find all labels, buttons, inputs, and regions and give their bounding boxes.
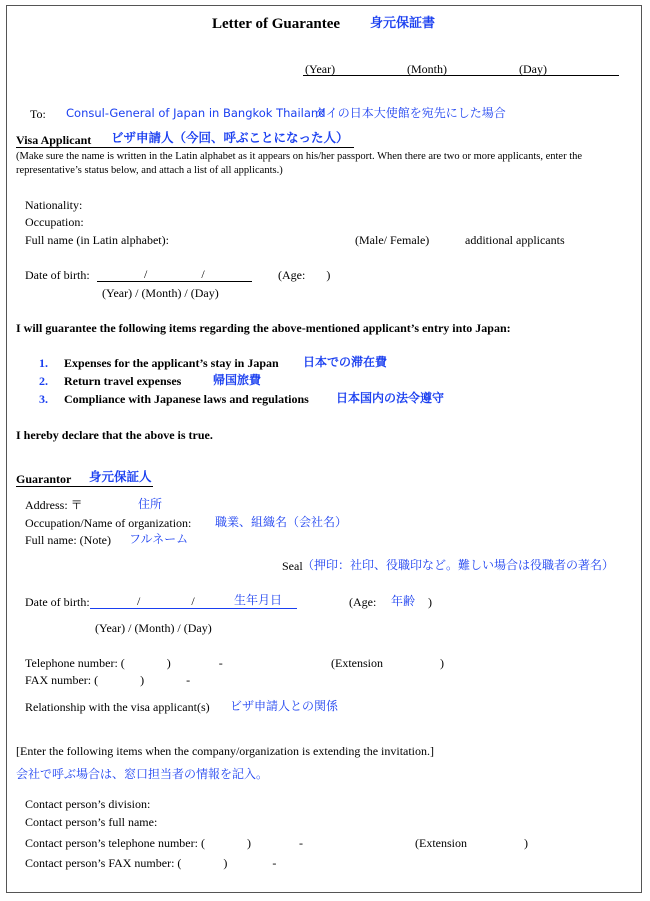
full-name-label: Full name (in Latin alphabet): xyxy=(25,233,169,247)
contact-extension: (Extension ) xyxy=(415,836,528,850)
item-1-jp: 日本での滞在費 xyxy=(303,355,388,369)
applicant-dob-underline xyxy=(97,281,252,282)
company-note: [Enter the following items when the company/organization is extending the invitation.] xyxy=(16,744,435,758)
applicant-dob-label: Date of birth: xyxy=(25,268,90,282)
relationship-jp: ビザ申請人との関係 xyxy=(230,699,339,713)
applicant-dob-slashes: / / xyxy=(144,267,205,281)
seal-jp: （押印：社印、役職印など。難しい場合は役職者の著名） xyxy=(302,558,615,572)
item-2-jp: 帰国旅費 xyxy=(213,373,262,387)
address-label: Address: 〒 xyxy=(25,498,83,512)
seal-label: Seal xyxy=(282,559,303,573)
to-value: Consul-General of Japan in Bangkok Thailand xyxy=(66,106,326,120)
item-3-text: Compliance with Japanese laws and regulations xyxy=(64,392,309,406)
guarantor-underline xyxy=(16,486,153,487)
guarantor-age-close: ) xyxy=(428,595,432,609)
visa-note-line1: (Make sure the name is written in the Latin alphabet as it appears on his/her passport. When there are two or more applicants, enter the xyxy=(16,151,583,162)
to-label: To: xyxy=(30,107,46,121)
visa-note-line2: representative’s status below, and attach a list of all applicants.) xyxy=(16,165,283,176)
guarantor-dob-format: (Year) / (Month) / (Day) xyxy=(95,621,212,635)
occupation-label: Occupation: xyxy=(25,215,84,229)
guarantor-age-label: (Age: xyxy=(349,595,377,609)
guarantor-dob-jp: 生年月日 xyxy=(234,593,283,607)
contact-division: Contact person’s division: xyxy=(25,797,151,811)
additional-applicants: additional applicants xyxy=(465,233,565,247)
relationship-label: Relationship with the visa applicant(s) xyxy=(25,700,210,714)
guarantor-dob-underline xyxy=(90,608,297,609)
guarantor-fax: FAX number: ( ) - xyxy=(25,673,191,687)
guarantor-age-jp: 年齢 xyxy=(391,594,416,608)
visa-applicant-heading-jp: ビザ申請人（今回、呼ぶことになった人） xyxy=(111,130,349,145)
page-title: Letter of Guarantee xyxy=(212,16,341,32)
guarantor-occupation-label: Occupation/Name of organization: xyxy=(25,516,192,530)
address-jp: 住所 xyxy=(138,497,163,511)
gender-option: (Male/ Female) xyxy=(355,233,430,247)
contact-telephone: Contact person’s telephone number: ( ) - xyxy=(25,836,303,850)
guarantor-heading-jp: 身元保証人 xyxy=(89,469,152,484)
nationality-label: Nationality: xyxy=(25,198,83,212)
contact-fax: Contact person’s FAX number: ( ) - xyxy=(25,856,277,870)
to-jp: タイの日本大使館を宛先にした場合 xyxy=(314,106,506,120)
guarantor-heading: Guarantor xyxy=(16,472,72,486)
visa-applicant-underline xyxy=(16,147,354,148)
guarantor-extension: (Extension ) xyxy=(331,656,444,670)
guarantor-dob-label: Date of birth: xyxy=(25,595,90,609)
item-3-jp: 日本国内の法令遵守 xyxy=(336,391,445,405)
date-year: (Year) xyxy=(305,62,336,76)
item-2-text: Return travel expenses xyxy=(64,374,182,388)
date-underline xyxy=(303,75,619,76)
item-1-number: 1. xyxy=(39,356,48,370)
item-3-number: 3. xyxy=(39,392,48,406)
item-2-number: 2. xyxy=(39,374,48,388)
guarantor-full-name-jp: フルネーム xyxy=(129,532,189,546)
page-title-jp: 身元保証書 xyxy=(370,16,436,31)
declaration: I hereby declare that the above is true. xyxy=(16,428,213,442)
visa-applicant-heading: Visa Applicant xyxy=(16,133,92,147)
date-month: (Month) xyxy=(407,62,447,76)
company-note-jp: 会社で呼ぶ場合は、窓口担当者の情報を記入。 xyxy=(16,767,269,781)
guarantor-telephone: Telephone number: ( ) - xyxy=(25,656,223,670)
guarantor-occupation-jp: 職業、組織名（会社名） xyxy=(215,515,348,529)
item-1-text: Expenses for the applicant’s stay in Japan xyxy=(64,356,279,370)
applicant-age: (Age: ) xyxy=(278,268,331,282)
applicant-dob-format: (Year) / (Month) / (Day) xyxy=(102,286,219,300)
contact-full-name: Contact person’s full name: xyxy=(25,815,158,829)
guarantee-statement: I will guarantee the following items regarding the above-mentioned applicant’s entry into Japan: xyxy=(16,321,511,335)
date-day: (Day) xyxy=(519,62,547,76)
guarantor-dob-slashes: / / xyxy=(137,594,195,608)
guarantor-full-name-label: Full name: (Note) xyxy=(25,533,111,547)
